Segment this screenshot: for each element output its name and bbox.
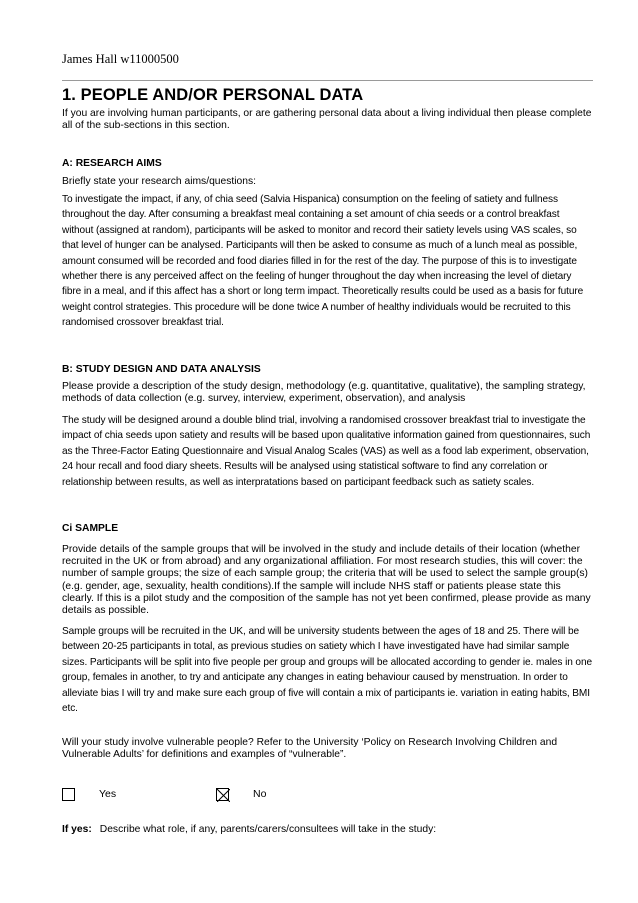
header-author: James Hall w11000500 — [62, 52, 179, 66]
if-yes-label: If yes: — [62, 824, 92, 835]
section-title: 1. PEOPLE AND/OR PERSONAL DATA — [62, 86, 364, 104]
no-checkbox[interactable] — [216, 788, 229, 801]
sample-prompt: Provide details of the sample groups that will be involved in the study and include details of their location (whether recruited in the UK or from abroad) and any organizational affiliation. For most research studies, this will cover: the number of sample groups; the size of each sample group; the criteria that will be used to select the sample group(s) (e.g. gender, age, sexuality, health conditions).If the sample will include NHS staff or patients please state this clearly. If this is a pilot study and the composition of the sample has not yet been confirmed, please provide as many details as possible. — [62, 544, 591, 617]
sample-answer: Sample groups will be recruited in the UK, and will be university students between the ages of 18 and 25. There will be between 20-25 participants in total, as previous studies on satiety which I have investigated have had similar sample sizes. Participants will be split into five people per group and groups will be allocated according to gender ie. males in one group, females in another, to try and anticipate any changes in eating behaviour caused by menstruation. In order to alleviate bias I will try and make sure each group of five will contain a mix of participants ie. variation in eating habits, BMI etc. — [62, 626, 592, 715]
study-design-answer: The study will be designed around a double blind trial, involving a randomised crossover breakfast trial to investigate the impact of chia seeds upon satiety and results will be based upon qualitative information gained from questionnaires, such as the Three-Factor Eating Questionnaire and Visual Analog Scales (VAS) as well as a food lab experiment, observation, 24 hour recall and food diary sheets. Results will be analysed using statistical software to find any correlation or relationship between results, as well as interpratations based on participant feedback such as satiety scales. — [62, 415, 591, 488]
yes-label: Yes — [99, 788, 117, 800]
research-aims-heading: A: RESEARCH AIMS — [62, 158, 162, 169]
research-aims-prompt: Briefly state your research aims/questions: — [62, 176, 257, 187]
if-yes-prompt: Describe what role, if any, parents/carers/consultees will take in the study: — [99, 824, 437, 835]
yes-checkbox[interactable] — [62, 788, 75, 801]
section-intro: If you are involving human participants, or are gathering personal data about a living individual then please complete all of the sub-sections in this section. — [62, 108, 592, 132]
study-design-heading: B: STUDY DESIGN AND DATA ANALYSIS — [62, 364, 261, 375]
vulnerable-question: Will your study involve vulnerable people? Refer to the University ‘Policy on Research Involving Children and Vulnerable Adults’ for definitions and examples of “vulnerable”. — [62, 737, 558, 761]
research-aims-answer: To investigate the impact, if any, of chia seed (Salvia Hispanica) consumption on the feeling of satiety and fullness throughout the day. After consuming a breakfast meal containing a set amount of chia seeds or a control breakfast without (assigned at random), participants will be asked to monitor and record their satiety levels using VAS scales, so that level of hunger can be analysed. Participants will then be asked to consume as much of a lunch meal as possible, amount consumed will be recorded and food diaries filled in for the rest of the day. The purpose of this is to investigate whether there is any perceived affect on the feeling of hunger throughout the day when increasing the level of dietary fibre in a meal, and if this affect has a short or long term impact. Theoretically results could be used as a basis for future weight control strategies. This procedure will be done twice A number of healthy individuals would be recruited to this randomised crossover breakfast trial. — [62, 194, 584, 329]
study-design-prompt: Please provide a description of the study design, methodology (e.g. quantitative, qualitative), the sampling strategy, methods of data collection (e.g. survey, interview, experiment, observation), and analysis — [62, 381, 586, 405]
if-yes-row — [62, 824, 593, 836]
no-label: No — [253, 788, 267, 800]
checked-x-icon — [217, 789, 230, 802]
header-rule — [62, 80, 593, 81]
sample-heading: Ci SAMPLE — [62, 523, 119, 534]
